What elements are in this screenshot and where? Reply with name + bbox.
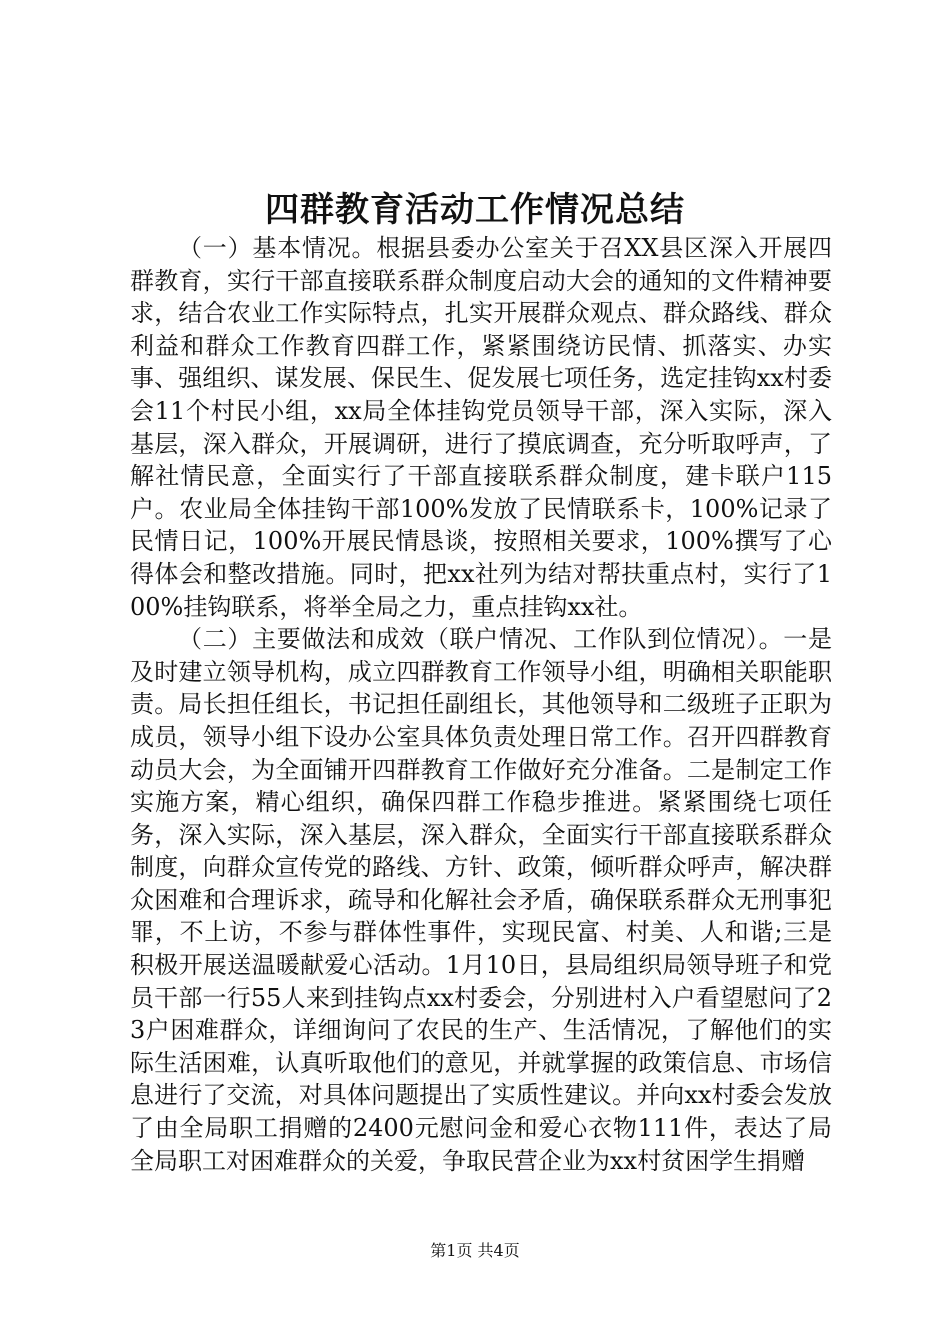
- page-number-footer: 第1页 共4页: [430, 1241, 520, 1260]
- paragraph-main-practices: （二）主要做法和成效（联户情况、工作队到位情况）。一是及时建立领导机构，成立四群教育工作领导小组，明确相关职能职责。局长担任组长，书记担任副组长，其他领导和二级班子正职为成员，领导小组下设办公室具体负责处理日常工作。召开四群教育动员大会，为全面铺开四群教育工作做好充分准备。二是制定工作实施方案，精心组织，确保四群工作稳步推进。紧紧围绕七项任务，深入实际，深入基层，深入群众，全面实行干部直接联系群众制度，向群众宣传党的路线、方针、政策，倾听群众呼声，解决群众困难和合理诉求，疏导和化解社会矛盾，确保联系群众无刑事犯罪，不上访，不参与群体性事件，实现民富、村美、人和谐;三是积极开展送温暖献爱心活动。1月10日，县局组织局领导班子和党员干部一行55人来到挂钩点xx村委会，分别进村入户看望慰问了23户困难群众，详细询问了农民的生产、生活情况，了解他们的实际生活困难，认真听取他们的意见，并就掌握的政策信息、市场信息进行了交流，对具体问题提出了实质性建议。并向xx村委会发放了由全局职工捐赠的2400元慰问金和爱心衣物111件，表达了局全局职工对困难群众的关爱，争取民营企业为xx村贫困学生捐赠: [130, 625, 832, 1175]
- paragraph-basic-situation: （一）基本情况。根据县委办公室关于召XX县区深入开展四群教育，实行干部直接联系群众制度启动大会的通知的文件精神要求，结合农业工作实际特点，扎实开展群众观点、群众路线、群众利益和群众工作教育四群工作，紧紧围绕访民情、抓落实、办实事、强组织、谋发展、保民生、促发展七项任务，选定挂钩xx村委会11个村民小组，xx局全体挂钩党员领导干部，深入实际，深入基层，深入群众，开展调研，进行了摸底调查，充分听取呼声，了解社情民意，全面实行了干部直接联系群众制度，建卡联户115户。农业局全体挂钩干部100%发放了民情联系卡，100%记录了民情日记，100%开展民情恳谈，按照相关要求，100%撰写了心得体会和整改措施。同时，把xx社列为结对帮扶重点村，实行了100%挂钩联系，将举全局之力，重点挂钩xx社。: [130, 234, 832, 621]
- document-title: 四群教育活动工作情况总结: [265, 190, 685, 230]
- document-body: [130, 232, 832, 1177]
